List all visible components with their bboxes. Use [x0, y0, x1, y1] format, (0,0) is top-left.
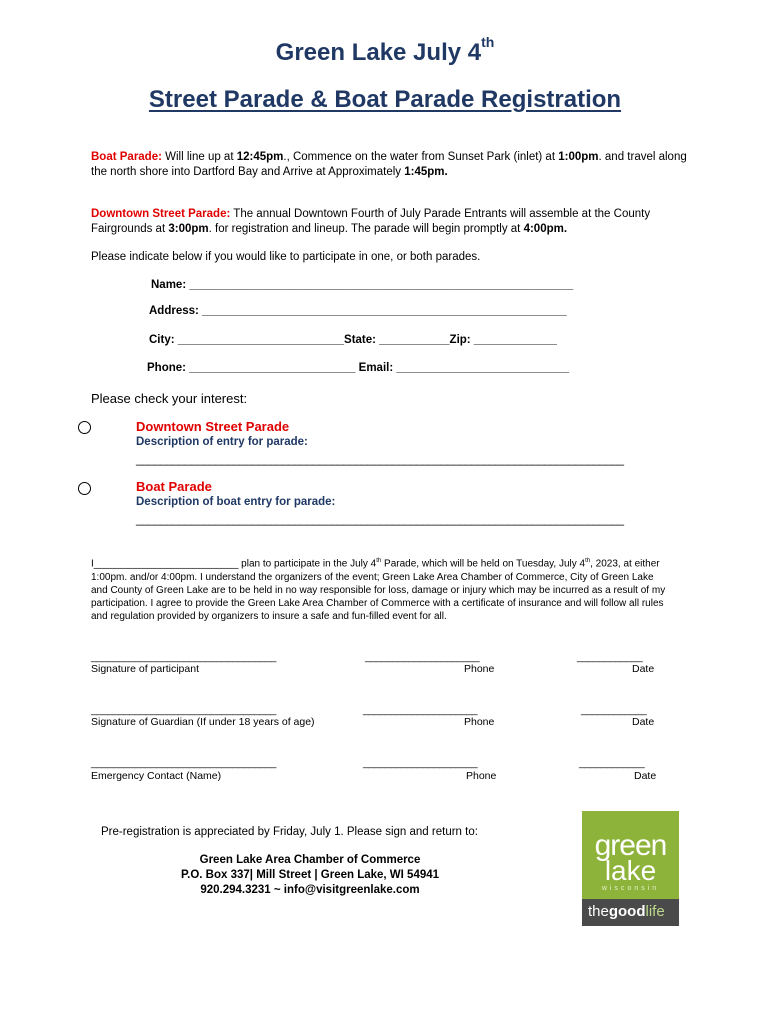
participant-phone-label: Phone	[464, 663, 495, 675]
guardian-phone-label: Phone	[464, 716, 495, 728]
boat-parade-description-label: Description of boat entry for parade:	[136, 496, 336, 508]
boat-parade-radio[interactable]	[78, 482, 91, 495]
emergency-date-line[interactable]: ____________	[579, 757, 645, 769]
boat-parade-option-title: Boat Parade	[136, 479, 212, 494]
street-parade-description-label: Description of entry for parade:	[136, 436, 308, 448]
logo-word-green: green	[594, 829, 667, 862]
org-name: Green Lake Area Chamber of Commerce	[199, 854, 421, 866]
participant-date-line[interactable]: ____________	[577, 651, 643, 663]
logo-tagline: thegoodlife	[582, 899, 679, 926]
org-address: P.O. Box 337| Mill Street | Green Lake, WI 54941	[180, 869, 440, 881]
emergency-date-label: Date	[634, 770, 657, 782]
phone-email-field[interactable]: Phone: __________________________ Email: ___________________________	[147, 362, 570, 374]
green-lake-logo	[582, 811, 679, 926]
participant-signature-label: Signature of participant	[91, 663, 199, 675]
boat-parade-description-field[interactable]: ________________________________________________________________________________	[136, 514, 624, 526]
page-subtitle: Street Parade & Boat Parade Registration	[148, 86, 622, 113]
title-superscript: th	[481, 34, 495, 50]
participant-phone-line[interactable]: _____________________	[365, 651, 480, 663]
guardian-phone-line[interactable]: _____________________	[363, 704, 478, 716]
participant-signature-line[interactable]: __________________________________	[91, 651, 276, 663]
page-title: Green Lake July 4th	[275, 34, 495, 66]
guardian-signature-label: Signature of Guardian (If under 18 years of age)	[91, 716, 315, 728]
street-parade-option-title: Downtown Street Parade	[136, 419, 290, 434]
address-field[interactable]: Address: _________________________________________________________	[149, 305, 567, 317]
boat-parade-info: Boat Parade: Will line up at 12:45pm., Commence on the water from Sunset Park (inlet) at 1:00pm. and travel along the north shore into Dartford Bay and Arrive at Approximately 1:45pm.	[91, 151, 687, 178]
guardian-signature-line[interactable]: __________________________________	[91, 704, 276, 716]
guardian-date-line[interactable]: ____________	[581, 704, 647, 716]
indicate-instruction: Please indicate below if you would like to participate in one, or both parades.	[91, 251, 481, 263]
emergency-phone-label: Phone	[466, 770, 497, 782]
street-parade-description-field[interactable]: ________________________________________________________________________________	[136, 454, 624, 466]
org-contact: 920.294.3231 ~ info@visitgreenlake.com	[200, 884, 420, 896]
city-state-zip-field[interactable]: City: __________________________State: ___________Zip: _____________	[149, 334, 557, 346]
logo-word-wisconsin: wisconsin	[601, 885, 660, 892]
waiver-text: I__________________________ plan to participate in the July 4th Parade, which will be held on Tuesday, July 4th, 2023, at either 1:00pm. and/or 4:00pm. I understand the organizers of the event; Green Lake Area Chamber of Commerce, City of Green Lake and County of Green Lake are to be held in no way responsible for loss, damage or injury which may be incurred as a result of my participation. I agree to provide the Green Lake Area Chamber of Commerce with a certificate of insurance and will follow all rules and regulation provided by organizers to insure a safe and fun-filled event for all.	[91, 558, 666, 623]
name-field[interactable]: Name: ____________________________________________________________	[151, 279, 574, 291]
emergency-phone-line[interactable]: _____________________	[363, 757, 478, 769]
logo-word-lake: lake	[604, 855, 657, 886]
emergency-contact-label: Emergency Contact (Name)	[91, 770, 222, 782]
street-parade-radio[interactable]	[78, 421, 91, 434]
emergency-contact-line[interactable]: __________________________________	[91, 757, 276, 769]
street-parade-info: Downtown Street Parade: The annual Downtown Fourth of July Parade Entrants will assemble at the County Fairgrounds at 3:00pm. for registration and lineup. The parade will begin promptly at 4:00pm.	[91, 208, 651, 235]
interest-heading: Please check your interest:	[91, 391, 248, 406]
preregistration-note: Pre-registration is appreciated by Friday, July 1. Please sign and return to:	[101, 826, 478, 838]
participant-date-label: Date	[632, 663, 655, 675]
guardian-date-label: Date	[632, 716, 655, 728]
